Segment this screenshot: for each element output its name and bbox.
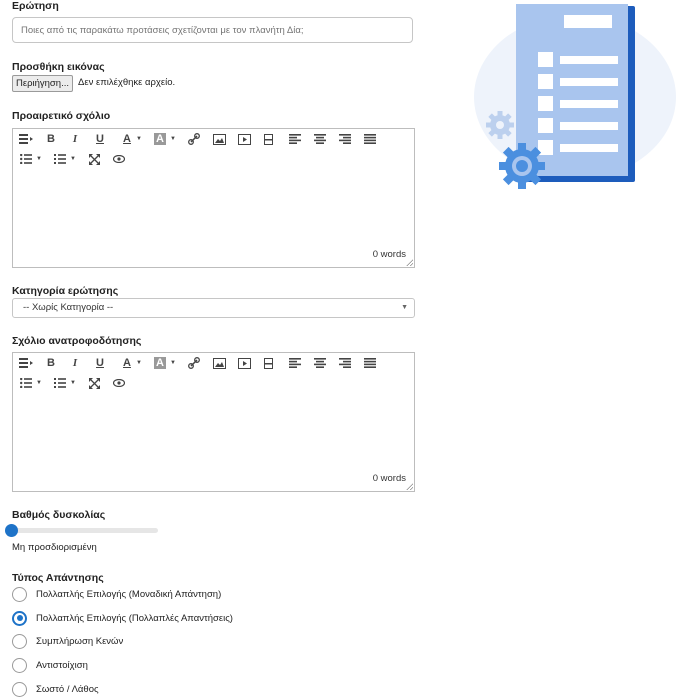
align-justify-icon[interactable]	[363, 355, 377, 371]
align-right-icon[interactable]	[338, 355, 352, 371]
resize-handle[interactable]	[406, 483, 413, 490]
editor-toolbar-row-1	[13, 131, 414, 147]
answer-type-option-label: Συμπλήρωση Κενών	[36, 635, 124, 647]
video-icon[interactable]	[237, 355, 251, 371]
editor-toolbar-row-2	[13, 375, 414, 391]
paragraph-format-icon[interactable]	[18, 131, 34, 147]
radio-button[interactable]	[12, 682, 27, 697]
bold-button[interactable]: B	[47, 133, 55, 145]
difficulty-label: Βαθμός δυσκολίας	[12, 509, 106, 521]
numbered-list-dropdown-icon[interactable]: ▼	[70, 380, 76, 386]
editor-toolbar-row-1	[13, 355, 414, 371]
bullet-list-icon[interactable]	[19, 151, 33, 167]
image-icon[interactable]	[212, 355, 226, 371]
word-count: 0 words	[372, 473, 406, 484]
document-checkbox	[538, 118, 553, 133]
optional-comment-label: Προαιρετικό σχόλιο	[12, 110, 111, 122]
link-icon[interactable]	[187, 355, 201, 371]
difficulty-slider-track[interactable]	[12, 528, 158, 533]
document-header-line	[564, 15, 612, 28]
link-icon[interactable]	[187, 131, 201, 147]
question-label: Ερώτηση	[12, 0, 59, 12]
document-illustration	[470, 0, 680, 200]
italic-button[interactable]: I	[72, 133, 78, 145]
optional-comment-editor[interactable]	[12, 128, 415, 268]
numbered-list-dropdown-icon[interactable]: ▼	[70, 156, 76, 162]
background-color-dropdown-icon[interactable]: ▼	[170, 360, 176, 366]
answer-type-option[interactable]	[12, 657, 88, 673]
background-color-button[interactable]: A	[154, 357, 166, 369]
answer-type-option[interactable]	[12, 633, 123, 649]
document-line	[560, 56, 618, 64]
answer-type-option-label: Αντιστοίχιση	[36, 659, 88, 671]
category-label: Κατηγορία ερώτησης	[12, 285, 119, 297]
font-color-dropdown-icon[interactable]: ▼	[136, 360, 142, 366]
fullscreen-icon[interactable]	[87, 151, 101, 167]
align-justify-icon[interactable]	[363, 131, 377, 147]
feedback-comment-label: Σχόλιο ανατροφοδότησης	[12, 335, 142, 347]
chevron-down-icon: ▼	[401, 304, 408, 311]
file-status: Δεν επιλέχθηκε αρχείο.	[78, 77, 176, 88]
bullet-list-dropdown-icon[interactable]: ▼	[36, 156, 42, 162]
align-left-icon[interactable]	[288, 131, 302, 147]
question-input[interactable]	[12, 17, 413, 43]
difficulty-slider-thumb[interactable]	[5, 524, 18, 537]
answer-type-option-label: Σωστό / Λάθος	[36, 683, 99, 695]
numbered-list-icon[interactable]	[53, 375, 67, 391]
page-break-icon[interactable]	[262, 131, 274, 147]
answer-type-option-label: Πολλαπλής Επιλογής (Πολλαπλές Απαντήσεις)	[36, 612, 233, 624]
document-line	[560, 144, 618, 152]
bullet-list-dropdown-icon[interactable]: ▼	[36, 380, 42, 386]
document-line	[560, 78, 618, 86]
underline-button[interactable]: U	[96, 133, 104, 145]
preview-eye-icon[interactable]	[112, 151, 126, 167]
category-select[interactable]	[12, 298, 415, 318]
resize-handle[interactable]	[406, 259, 413, 266]
category-selected-value: -- Χωρίς Κατηγορία --	[23, 302, 114, 313]
align-center-icon[interactable]	[313, 355, 327, 371]
align-center-icon[interactable]	[313, 131, 327, 147]
browse-button[interactable]: Περιήγηση...	[12, 75, 73, 92]
background-color-button[interactable]: A	[154, 133, 166, 145]
underline-button[interactable]: U	[96, 357, 104, 369]
answer-type-option[interactable]	[12, 681, 99, 697]
gear-icon	[499, 143, 545, 189]
italic-button[interactable]: I	[72, 357, 78, 369]
preview-eye-icon[interactable]	[112, 375, 126, 391]
answer-type-label: Τύπος Απάντησης	[12, 572, 104, 584]
feedback-comment-editor[interactable]	[12, 352, 415, 492]
radio-button[interactable]	[12, 658, 27, 673]
page-break-icon[interactable]	[262, 355, 274, 371]
document-checkbox	[538, 74, 553, 89]
answer-type-option-label: Πολλαπλής Επιλογής (Μοναδική Απάντηση)	[36, 588, 222, 600]
radio-button[interactable]	[12, 587, 27, 602]
fullscreen-icon[interactable]	[87, 375, 101, 391]
editor-toolbar-row-2	[13, 151, 414, 167]
document-line	[560, 100, 618, 108]
font-color-dropdown-icon[interactable]: ▼	[136, 136, 142, 142]
document-checkbox	[538, 96, 553, 111]
font-color-button[interactable]: A	[123, 357, 131, 369]
difficulty-value: Μη προσδιορισμένη	[12, 542, 97, 553]
font-color-button[interactable]: A	[123, 133, 131, 145]
paragraph-format-icon[interactable]	[18, 355, 34, 371]
radio-button[interactable]	[12, 634, 27, 649]
align-left-icon[interactable]	[288, 355, 302, 371]
bold-button[interactable]: B	[47, 357, 55, 369]
small-gear-icon	[486, 111, 514, 139]
numbered-list-icon[interactable]	[53, 151, 67, 167]
background-color-dropdown-icon[interactable]: ▼	[170, 136, 176, 142]
answer-type-option[interactable]	[12, 586, 221, 602]
answer-type-option[interactable]	[12, 610, 233, 626]
document-line	[560, 122, 618, 130]
align-right-icon[interactable]	[338, 131, 352, 147]
bullet-list-icon[interactable]	[19, 375, 33, 391]
video-icon[interactable]	[237, 131, 251, 147]
image-icon[interactable]	[212, 131, 226, 147]
word-count: 0 words	[372, 249, 406, 260]
document-checkbox	[538, 52, 553, 67]
image-upload-label: Προσθήκη εικόνας	[12, 61, 105, 73]
radio-button-checked[interactable]	[12, 611, 27, 626]
